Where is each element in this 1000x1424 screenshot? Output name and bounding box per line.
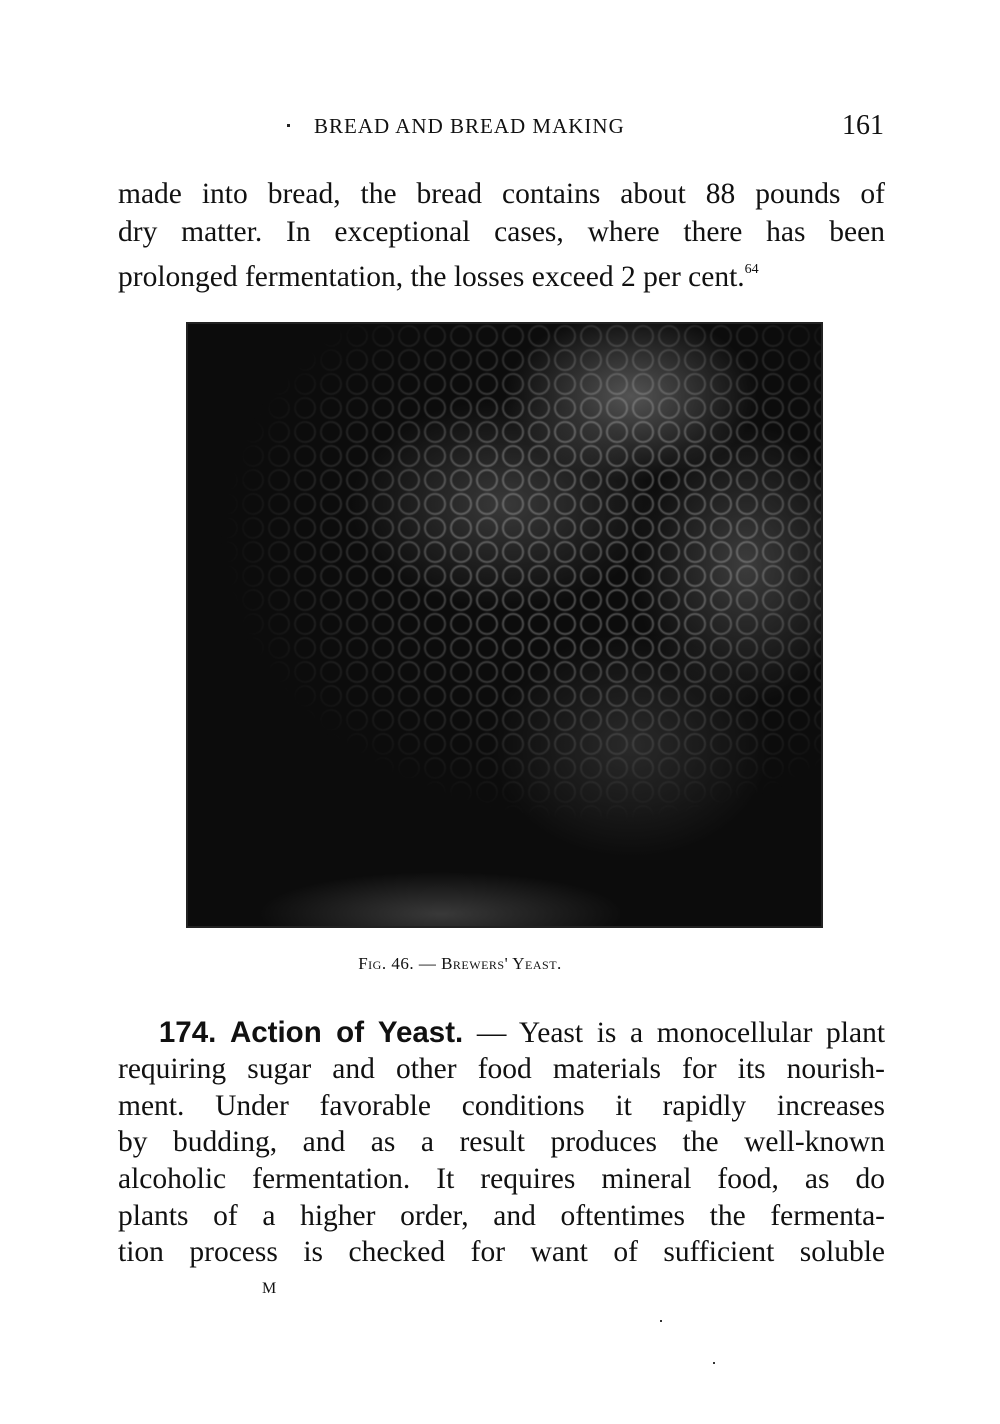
running-header (0, 110, 1000, 144)
text-line: made into bread, the bread contains about 88 pounds of (118, 178, 885, 210)
scan-speck (660, 1320, 662, 1322)
text-line: requiring sugar and other food materials for its nourish- (118, 1053, 885, 1085)
text-line: alcoholic fermentation. It requires mineral food, as do (118, 1163, 885, 1195)
figure-caption: Fig. 46. — Brewers' Yeast. (358, 954, 562, 973)
section-number: 174. (158, 1016, 217, 1049)
yeast-photomicrograph (186, 322, 823, 928)
scan-speck (287, 124, 290, 127)
yeast-cells-texture (188, 324, 821, 926)
signature-mark: M (262, 1280, 277, 1297)
text-line (118, 252, 885, 295)
text-line: plants of a higher order, and oftentimes the fermenta- (118, 1200, 885, 1232)
text-line-content: — Yeast is a monocellular plant (463, 1017, 886, 1049)
text-line: by budding, and as a result produces the well-known (118, 1126, 885, 1158)
running-title: BREAD AND BREAD MAKING (314, 114, 625, 138)
footnote-reference: 64 (744, 262, 759, 277)
text-line: ment. Under favorable conditions it rapidly increases (118, 1090, 885, 1122)
scan-speck (713, 1362, 715, 1364)
text-line (118, 1015, 885, 1051)
text-line: tion process is checked for want of sufficient soluble (118, 1236, 885, 1268)
text-line-content: prolonged fermentation, the losses exceed 2 per cent. (118, 261, 745, 293)
text-line: dry matter. In exceptional cases, where there has been (118, 216, 885, 248)
section-title: Action of Yeast. (229, 1016, 464, 1049)
page-number: 161 (842, 110, 884, 141)
